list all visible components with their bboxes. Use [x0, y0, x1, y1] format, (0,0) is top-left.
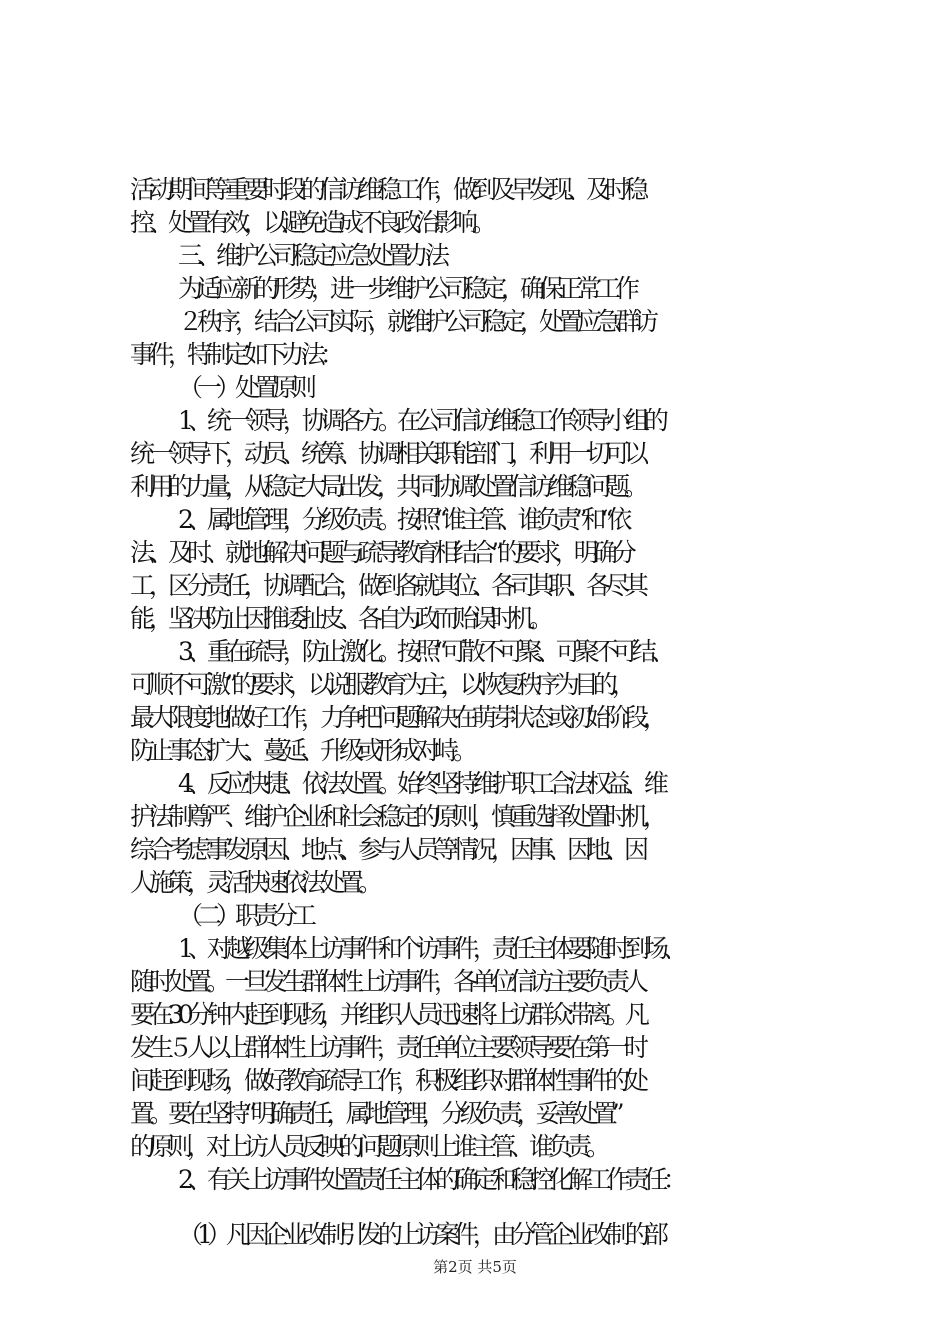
text-line: 置。要在坚持“明确责任，属地管理，分级负责，妥善处置”: [130, 1099, 619, 1128]
text-line: 统一领导下，动员、统筹、协调相关职能部门，利用一切可以: [130, 439, 644, 468]
text-line: 4、反应快捷、依法处置。始终坚持维护职工合法权益、维: [178, 769, 663, 798]
text-line: 工，区分责任，协调配合，做到各就其位、各司其职、各尽其: [130, 571, 644, 600]
text-line: 护法制尊严、维护企业和社会稳定的原则，慎重选择处置时机，: [130, 802, 663, 831]
text-line: （1）凡因企业改制引发的上访案件，由分管企业改制的部: [178, 1220, 663, 1249]
text-line: 控、处置有效，以避免造成不良政治影响。: [130, 208, 492, 237]
text-line: 事件，特制定如下办法：: [130, 340, 340, 369]
text-line: 人施策，灵活快速依法处置。: [130, 868, 378, 897]
text-line: 1、对越级集体上访事件和个访事件，责任主体要随时到场、: [178, 934, 682, 963]
text-line: 为适应新的形势，进一步维护公司稳定，确保正常工作: [178, 274, 635, 303]
text-line: 综合考虑事发原因、地点、参与人员等情况，因事、因地、因: [130, 835, 644, 864]
text-line: 的原则，对上访人员反映的问题原则上谁主管、谁负责。: [130, 1132, 606, 1161]
subsection-heading: （二）职责分工: [178, 901, 312, 930]
text-line: ２秩序，结合公司实际，就维护公司稳定，处置应急群访: [178, 307, 654, 336]
section-heading: 三、维护公司稳定应急处置办法: [178, 241, 445, 270]
text-line: 2、属地管理，分级负责。按照“谁主管、谁负责”和“依: [178, 505, 627, 534]
text-line: 法、及时、就地解决问题与疏导教育相结合”的要求，明确分: [130, 538, 631, 567]
text-line: 利用的力量，从稳定大局出发，共同协调处置信访维稳问题。: [130, 472, 644, 501]
text-line: 发生５人以上群体性上访事件，责任单位主要领导要在第一时: [130, 1033, 644, 1062]
text-line: 随时处置。一旦发生群体性上访事件，各单位信访主要负责人: [130, 967, 644, 996]
text-line: 要在30分钟内赶到现场，并组织人员迅速将上访群众带离。凡: [130, 1000, 644, 1029]
text-line: 最大限度地做好工作，力争把问题解决在萌芽状态或初始阶段，: [130, 703, 663, 732]
text-line: 间赶到现场，做好教育疏导工作，积极组织对群体性事件的处: [130, 1066, 644, 1095]
subsection-heading: （一）处置原则: [178, 373, 312, 402]
text-line: 能，坚决防止因推诿扯皮、各自为政而贻误时机。: [130, 604, 549, 633]
text-line: 3、重在疏导，防止激化。按照“可散不可聚、可聚不可结、: [178, 637, 670, 666]
text-line: 2、有关上访事件处置责任主体的确定和稳控化解工作责任：: [178, 1165, 682, 1194]
text-line: 活动期间等重要时段的信访维稳工作，做到及早发现、及时稳: [130, 175, 644, 204]
text-line: 1、统一领导，协调各方。在公司信访维稳工作领导小组的: [178, 406, 663, 435]
page-number-footer: 第2页 共5页: [433, 1258, 517, 1276]
text-line: 防止事态扩大、蔓延、升级或形成对峙。: [130, 736, 473, 765]
text-line: 可顺不可激”的要求，以说服教育为主，以恢复秩序为目的，: [130, 670, 631, 699]
